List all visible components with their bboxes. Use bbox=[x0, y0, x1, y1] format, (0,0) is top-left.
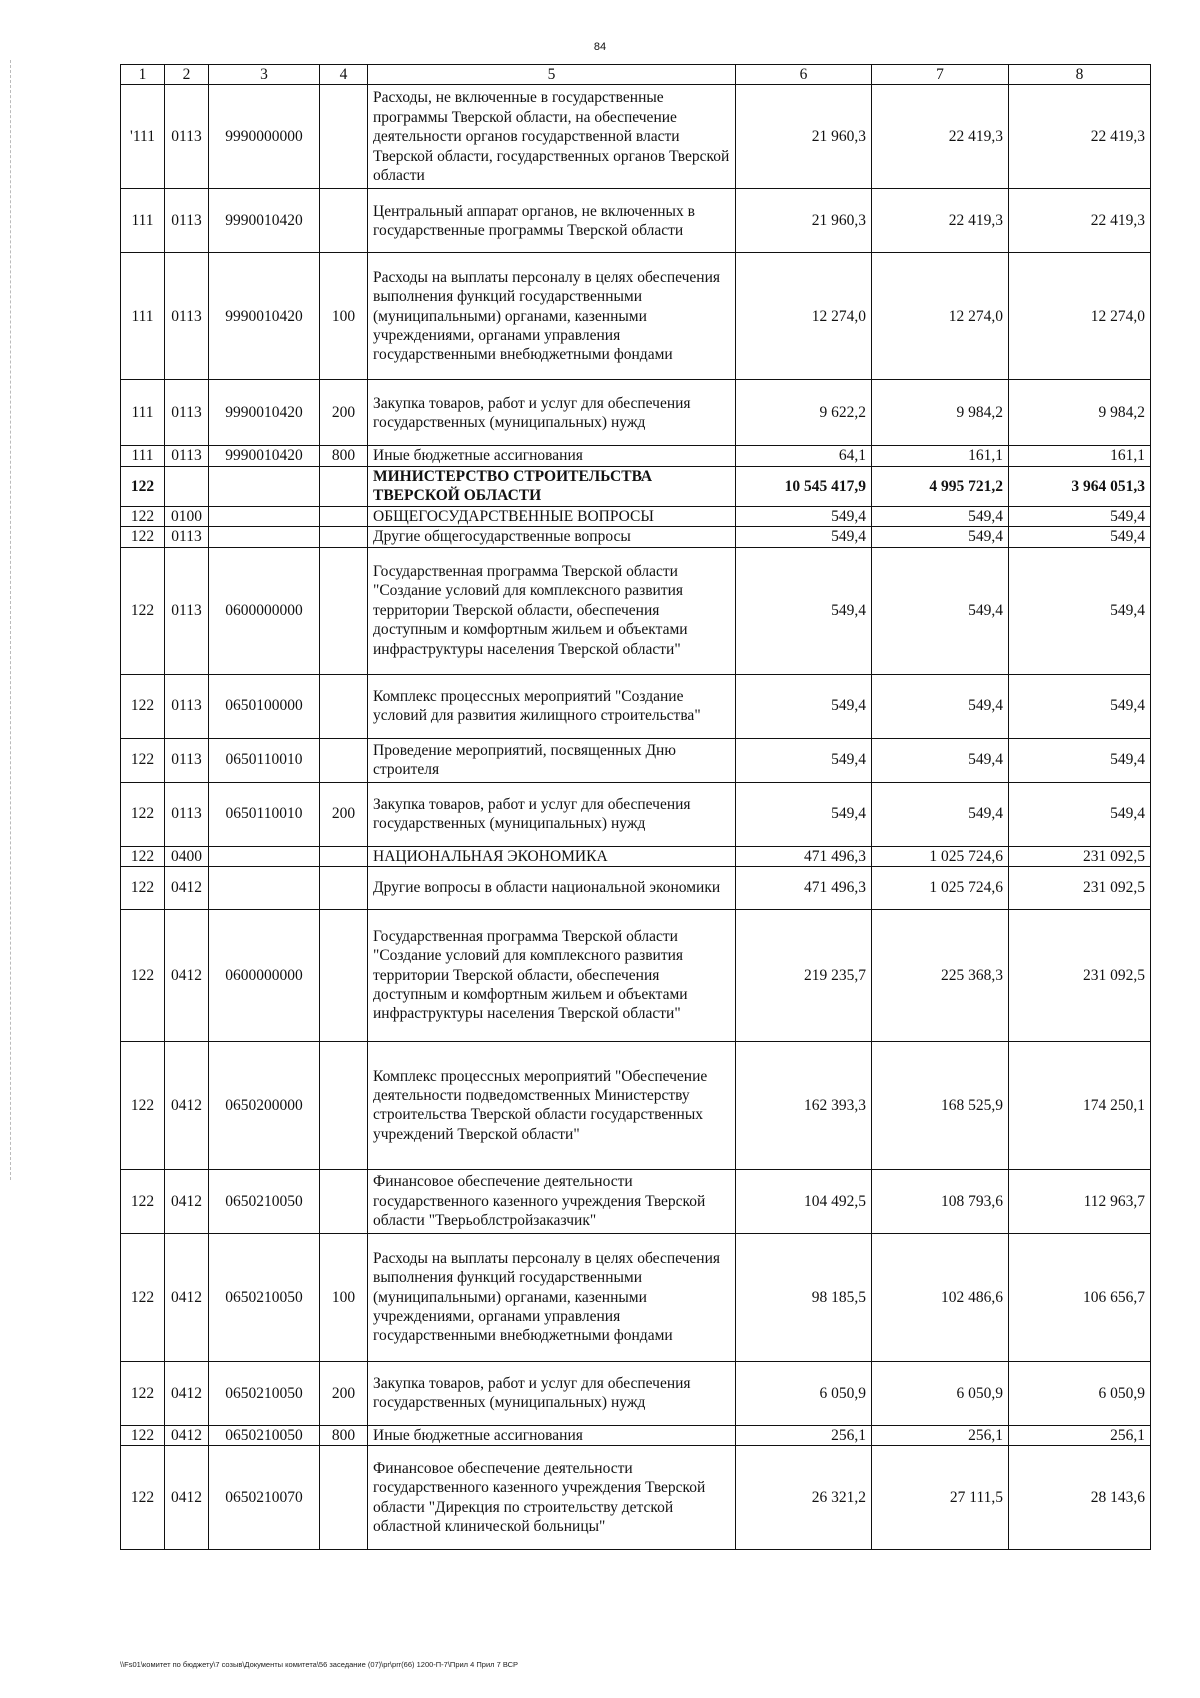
amount-year3-cell: 6 050,9 bbox=[1009, 1361, 1151, 1425]
amount-year1-cell: 26 321,2 bbox=[736, 1446, 872, 1550]
ministry-code-cell: 122 bbox=[121, 866, 165, 909]
amount-year3-cell: 549,4 bbox=[1009, 782, 1151, 846]
ministry-code-cell: 122 bbox=[121, 909, 165, 1041]
ministry-code-cell: 111 bbox=[121, 189, 165, 253]
amount-year3-cell: 549,4 bbox=[1009, 547, 1151, 674]
section-code-cell: 0113 bbox=[165, 253, 209, 380]
amount-year1-cell: 64,1 bbox=[736, 446, 872, 466]
amount-year3-cell: 9 984,2 bbox=[1009, 380, 1151, 446]
table-row bbox=[121, 866, 1151, 909]
amount-year1-cell: 549,4 bbox=[736, 674, 872, 738]
amount-year2-cell: 1 025 724,6 bbox=[872, 846, 1009, 866]
expense-type-cell: 200 bbox=[320, 1361, 368, 1425]
target-code-cell: 0650210070 bbox=[209, 1446, 320, 1550]
amount-year1-cell: 549,4 bbox=[736, 738, 872, 782]
section-code-cell: 0412 bbox=[165, 1041, 209, 1169]
description-cell: ОБЩЕГОСУДАРСТВЕННЫЕ ВОПРОСЫ bbox=[368, 506, 736, 526]
target-code-cell: 9990000000 bbox=[209, 85, 320, 189]
amount-year3-cell: 106 656,7 bbox=[1009, 1233, 1151, 1361]
ministry-code-cell: 111 bbox=[121, 380, 165, 446]
expense-type-cell bbox=[320, 1041, 368, 1169]
target-code-cell: 0600000000 bbox=[209, 547, 320, 674]
expense-type-cell bbox=[320, 866, 368, 909]
section-code-cell: 0412 bbox=[165, 1361, 209, 1425]
ministry-code-cell: 122 bbox=[121, 1041, 165, 1169]
section-code-cell: 0113 bbox=[165, 189, 209, 253]
amount-year2-cell: 225 368,3 bbox=[872, 909, 1009, 1041]
column-header: 7 bbox=[872, 65, 1009, 85]
ministry-code-cell: 122 bbox=[121, 1361, 165, 1425]
amount-year2-cell: 102 486,6 bbox=[872, 1233, 1009, 1361]
section-code-cell: 0412 bbox=[165, 866, 209, 909]
amount-year1-cell: 12 274,0 bbox=[736, 253, 872, 380]
amount-year1-cell: 471 496,3 bbox=[736, 846, 872, 866]
expense-type-cell bbox=[320, 1446, 368, 1550]
section-code-cell: 0113 bbox=[165, 547, 209, 674]
column-header: 8 bbox=[1009, 65, 1151, 85]
section-code-cell: 0400 bbox=[165, 846, 209, 866]
expense-type-cell: 800 bbox=[320, 446, 368, 466]
amount-year3-cell: 12 274,0 bbox=[1009, 253, 1151, 380]
amount-year1-cell: 162 393,3 bbox=[736, 1041, 872, 1169]
expense-type-cell bbox=[320, 547, 368, 674]
section-code-cell: 0113 bbox=[165, 85, 209, 189]
column-header: 5 bbox=[368, 65, 736, 85]
expense-type-cell bbox=[320, 527, 368, 547]
ministry-code-cell: 122 bbox=[121, 846, 165, 866]
amount-year2-cell: 22 419,3 bbox=[872, 189, 1009, 253]
description-cell: Комплекс процессных мероприятий "Создание условий для развития жилищного строительства" bbox=[368, 674, 736, 738]
page-number: 84 bbox=[593, 41, 607, 53]
expense-type-cell bbox=[320, 1169, 368, 1233]
description-cell: Закупка товаров, работ и услуг для обеспечения государственных (муниципальных) нужд bbox=[368, 1361, 736, 1425]
section-code-cell: 0113 bbox=[165, 674, 209, 738]
scan-margin-line bbox=[10, 60, 12, 1180]
expense-type-cell: 100 bbox=[320, 253, 368, 380]
ministry-code-cell: 122 bbox=[121, 547, 165, 674]
target-code-cell: 9990010420 bbox=[209, 253, 320, 380]
amount-year3-cell: 549,4 bbox=[1009, 506, 1151, 526]
target-code-cell bbox=[209, 466, 320, 506]
target-code-cell: 0650210050 bbox=[209, 1361, 320, 1425]
table-row bbox=[121, 1233, 1151, 1361]
column-header: 6 bbox=[736, 65, 872, 85]
description-cell: МИНИСТЕРСТВО СТРОИТЕЛЬСТВА ТВЕРСКОЙ ОБЛАСТИ bbox=[368, 466, 736, 506]
section-code-cell: 0412 bbox=[165, 1425, 209, 1445]
ministry-code-cell: '111 bbox=[121, 85, 165, 189]
description-cell: Закупка товаров, работ и услуг для обеспечения государственных (муниципальных) нужд bbox=[368, 380, 736, 446]
amount-year1-cell: 549,4 bbox=[736, 527, 872, 547]
target-code-cell: 0650210050 bbox=[209, 1233, 320, 1361]
amount-year1-cell: 256,1 bbox=[736, 1425, 872, 1445]
description-cell: Расходы, не включенные в государственные программы Тверской области, на обеспечение деятельности органов государственной власти Тверской области, государственных органов Тверской области bbox=[368, 85, 736, 189]
description-cell: Государственная программа Тверской области "Создание условий для комплексного развития территории Тверской области, обеспечения доступным и комфортным жильем и объектами инфраструктуры населения Тверской области" bbox=[368, 547, 736, 674]
amount-year2-cell: 22 419,3 bbox=[872, 85, 1009, 189]
target-code-cell bbox=[209, 506, 320, 526]
target-code-cell: 0650100000 bbox=[209, 674, 320, 738]
expense-type-cell: 100 bbox=[320, 1233, 368, 1361]
budget-table bbox=[120, 64, 1151, 1550]
amount-year2-cell: 168 525,9 bbox=[872, 1041, 1009, 1169]
amount-year3-cell: 3 964 051,3 bbox=[1009, 466, 1151, 506]
target-code-cell bbox=[209, 846, 320, 866]
amount-year3-cell: 549,4 bbox=[1009, 674, 1151, 738]
amount-year3-cell: 231 092,5 bbox=[1009, 866, 1151, 909]
amount-year2-cell: 256,1 bbox=[872, 1425, 1009, 1445]
expense-type-cell bbox=[320, 506, 368, 526]
column-header: 4 bbox=[320, 65, 368, 85]
target-code-cell: 0600000000 bbox=[209, 909, 320, 1041]
section-code-cell: 0412 bbox=[165, 1169, 209, 1233]
ministry-code-cell: 122 bbox=[121, 782, 165, 846]
amount-year1-cell: 219 235,7 bbox=[736, 909, 872, 1041]
expense-type-cell: 800 bbox=[320, 1425, 368, 1445]
amount-year2-cell: 549,4 bbox=[872, 527, 1009, 547]
section-code-cell: 0412 bbox=[165, 1446, 209, 1550]
ministry-code-cell: 122 bbox=[121, 1425, 165, 1445]
description-cell: Расходы на выплаты персоналу в целях обеспечения выполнения функций государственными (муниципальными) органами, казенными учреждениями, органами управления государственными внебюджетными фондами bbox=[368, 253, 736, 380]
amount-year2-cell: 549,4 bbox=[872, 738, 1009, 782]
amount-year3-cell: 256,1 bbox=[1009, 1425, 1151, 1445]
amount-year2-cell: 161,1 bbox=[872, 446, 1009, 466]
amount-year1-cell: 549,4 bbox=[736, 782, 872, 846]
amount-year3-cell: 22 419,3 bbox=[1009, 189, 1151, 253]
amount-year1-cell: 98 185,5 bbox=[736, 1233, 872, 1361]
ministry-code-cell: 122 bbox=[121, 738, 165, 782]
ministry-code-cell: 122 bbox=[121, 1169, 165, 1233]
column-header: 2 bbox=[165, 65, 209, 85]
table-row bbox=[121, 782, 1151, 846]
expense-type-cell bbox=[320, 674, 368, 738]
expense-type-cell bbox=[320, 466, 368, 506]
expense-type-cell bbox=[320, 738, 368, 782]
ministry-code-cell: 111 bbox=[121, 253, 165, 380]
table-row bbox=[121, 253, 1151, 380]
target-code-cell bbox=[209, 527, 320, 547]
table-row bbox=[121, 380, 1151, 446]
ministry-code-cell: 111 bbox=[121, 446, 165, 466]
description-cell: Центральный аппарат органов, не включенных в государственные программы Тверской области bbox=[368, 189, 736, 253]
section-code-cell: 0113 bbox=[165, 446, 209, 466]
target-code-cell: 9990010420 bbox=[209, 380, 320, 446]
amount-year3-cell: 231 092,5 bbox=[1009, 909, 1151, 1041]
table-row bbox=[121, 506, 1151, 526]
ministry-code-cell: 122 bbox=[121, 1446, 165, 1550]
table-row bbox=[121, 1446, 1151, 1550]
expense-type-cell bbox=[320, 846, 368, 866]
column-number-header-row bbox=[121, 65, 1151, 85]
ministry-code-cell: 122 bbox=[121, 466, 165, 506]
table-row bbox=[121, 909, 1151, 1041]
amount-year2-cell: 549,4 bbox=[872, 547, 1009, 674]
column-header: 1 bbox=[121, 65, 165, 85]
amount-year3-cell: 28 143,6 bbox=[1009, 1446, 1151, 1550]
amount-year3-cell: 161,1 bbox=[1009, 446, 1151, 466]
table-row bbox=[121, 85, 1151, 189]
expense-type-cell bbox=[320, 189, 368, 253]
amount-year2-cell: 27 111,5 bbox=[872, 1446, 1009, 1550]
amount-year2-cell: 9 984,2 bbox=[872, 380, 1009, 446]
expense-type-cell: 200 bbox=[320, 380, 368, 446]
amount-year1-cell: 21 960,3 bbox=[736, 85, 872, 189]
description-cell: Расходы на выплаты персоналу в целях обеспечения выполнения функций государственными (муниципальными) органами, казенными учреждениями, органами управления государственными внебюджетными фондами bbox=[368, 1233, 736, 1361]
amount-year1-cell: 471 496,3 bbox=[736, 866, 872, 909]
amount-year1-cell: 10 545 417,9 bbox=[736, 466, 872, 506]
table-row bbox=[121, 1169, 1151, 1233]
target-code-cell: 0650200000 bbox=[209, 1041, 320, 1169]
amount-year3-cell: 112 963,7 bbox=[1009, 1169, 1151, 1233]
description-cell: Другие вопросы в области национальной экономики bbox=[368, 866, 736, 909]
ministry-code-cell: 122 bbox=[121, 506, 165, 526]
table-row bbox=[121, 446, 1151, 466]
table-row bbox=[121, 1425, 1151, 1445]
description-cell: Другие общегосударственные вопросы bbox=[368, 527, 736, 547]
section-code-cell: 0412 bbox=[165, 909, 209, 1041]
table-row bbox=[121, 527, 1151, 547]
amount-year2-cell: 6 050,9 bbox=[872, 1361, 1009, 1425]
target-code-cell bbox=[209, 866, 320, 909]
section-code-cell: 0412 bbox=[165, 1233, 209, 1361]
target-code-cell: 0650110010 bbox=[209, 738, 320, 782]
section-code-cell bbox=[165, 466, 209, 506]
target-code-cell: 0650210050 bbox=[209, 1425, 320, 1445]
description-cell: НАЦИОНАЛЬНАЯ ЭКОНОМИКА bbox=[368, 846, 736, 866]
footer-file-path: \\Fs01\комитет по бюджету\7 созыв\Документы комитета\56 заседание (07)\pr\prr(66) 1200-П-7\Прил 4 Прил 7 ВСР bbox=[120, 1660, 519, 1669]
amount-year1-cell: 6 050,9 bbox=[736, 1361, 872, 1425]
table-row bbox=[121, 846, 1151, 866]
table-row bbox=[121, 1361, 1151, 1425]
description-cell: Закупка товаров, работ и услуг для обеспечения государственных (муниципальных) нужд bbox=[368, 782, 736, 846]
table-row bbox=[121, 738, 1151, 782]
expense-type-cell bbox=[320, 85, 368, 189]
amount-year1-cell: 21 960,3 bbox=[736, 189, 872, 253]
target-code-cell: 0650110010 bbox=[209, 782, 320, 846]
target-code-cell: 0650210050 bbox=[209, 1169, 320, 1233]
amount-year1-cell: 549,4 bbox=[736, 506, 872, 526]
amount-year2-cell: 549,4 bbox=[872, 782, 1009, 846]
table-row bbox=[121, 1041, 1151, 1169]
amount-year2-cell: 549,4 bbox=[872, 506, 1009, 526]
table-row-ministry-total bbox=[121, 466, 1151, 506]
amount-year3-cell: 549,4 bbox=[1009, 738, 1151, 782]
description-cell: Иные бюджетные ассигнования bbox=[368, 446, 736, 466]
amount-year2-cell: 12 274,0 bbox=[872, 253, 1009, 380]
amount-year1-cell: 104 492,5 bbox=[736, 1169, 872, 1233]
table-row bbox=[121, 189, 1151, 253]
amount-year2-cell: 549,4 bbox=[872, 674, 1009, 738]
ministry-code-cell: 122 bbox=[121, 674, 165, 738]
description-cell: Государственная программа Тверской области "Создание условий для комплексного развития территории Тверской области, обеспечения доступным и комфортным жильем и объектами инфраструктуры населения Тверской области" bbox=[368, 909, 736, 1041]
description-cell: Финансовое обеспечение деятельности государственного казенного учреждения Тверской области "Дирекция по строительству детской областной клинической больницы" bbox=[368, 1446, 736, 1550]
description-cell: Иные бюджетные ассигнования bbox=[368, 1425, 736, 1445]
amount-year2-cell: 108 793,6 bbox=[872, 1169, 1009, 1233]
amount-year3-cell: 549,4 bbox=[1009, 527, 1151, 547]
description-cell: Проведение мероприятий, посвященных Дню строителя bbox=[368, 738, 736, 782]
target-code-cell: 9990010420 bbox=[209, 189, 320, 253]
ministry-code-cell: 122 bbox=[121, 1233, 165, 1361]
column-header: 3 bbox=[209, 65, 320, 85]
amount-year3-cell: 22 419,3 bbox=[1009, 85, 1151, 189]
table-row bbox=[121, 674, 1151, 738]
amount-year2-cell: 1 025 724,6 bbox=[872, 866, 1009, 909]
section-code-cell: 0113 bbox=[165, 738, 209, 782]
amount-year1-cell: 9 622,2 bbox=[736, 380, 872, 446]
target-code-cell: 9990010420 bbox=[209, 446, 320, 466]
expense-type-cell bbox=[320, 909, 368, 1041]
expense-type-cell: 200 bbox=[320, 782, 368, 846]
section-code-cell: 0113 bbox=[165, 380, 209, 446]
ministry-code-cell: 122 bbox=[121, 527, 165, 547]
amount-year2-cell: 4 995 721,2 bbox=[872, 466, 1009, 506]
description-cell: Комплекс процессных мероприятий "Обеспечение деятельности подведомственных Министерству строительства Тверской области государственных учреждений Тверской области" bbox=[368, 1041, 736, 1169]
table-row bbox=[121, 547, 1151, 674]
section-code-cell: 0113 bbox=[165, 527, 209, 547]
section-code-cell: 0113 bbox=[165, 782, 209, 846]
amount-year3-cell: 174 250,1 bbox=[1009, 1041, 1151, 1169]
amount-year1-cell: 549,4 bbox=[736, 547, 872, 674]
description-cell: Финансовое обеспечение деятельности государственного казенного учреждения Тверской области "Тверьоблстройзаказчик" bbox=[368, 1169, 736, 1233]
amount-year3-cell: 231 092,5 bbox=[1009, 846, 1151, 866]
section-code-cell: 0100 bbox=[165, 506, 209, 526]
